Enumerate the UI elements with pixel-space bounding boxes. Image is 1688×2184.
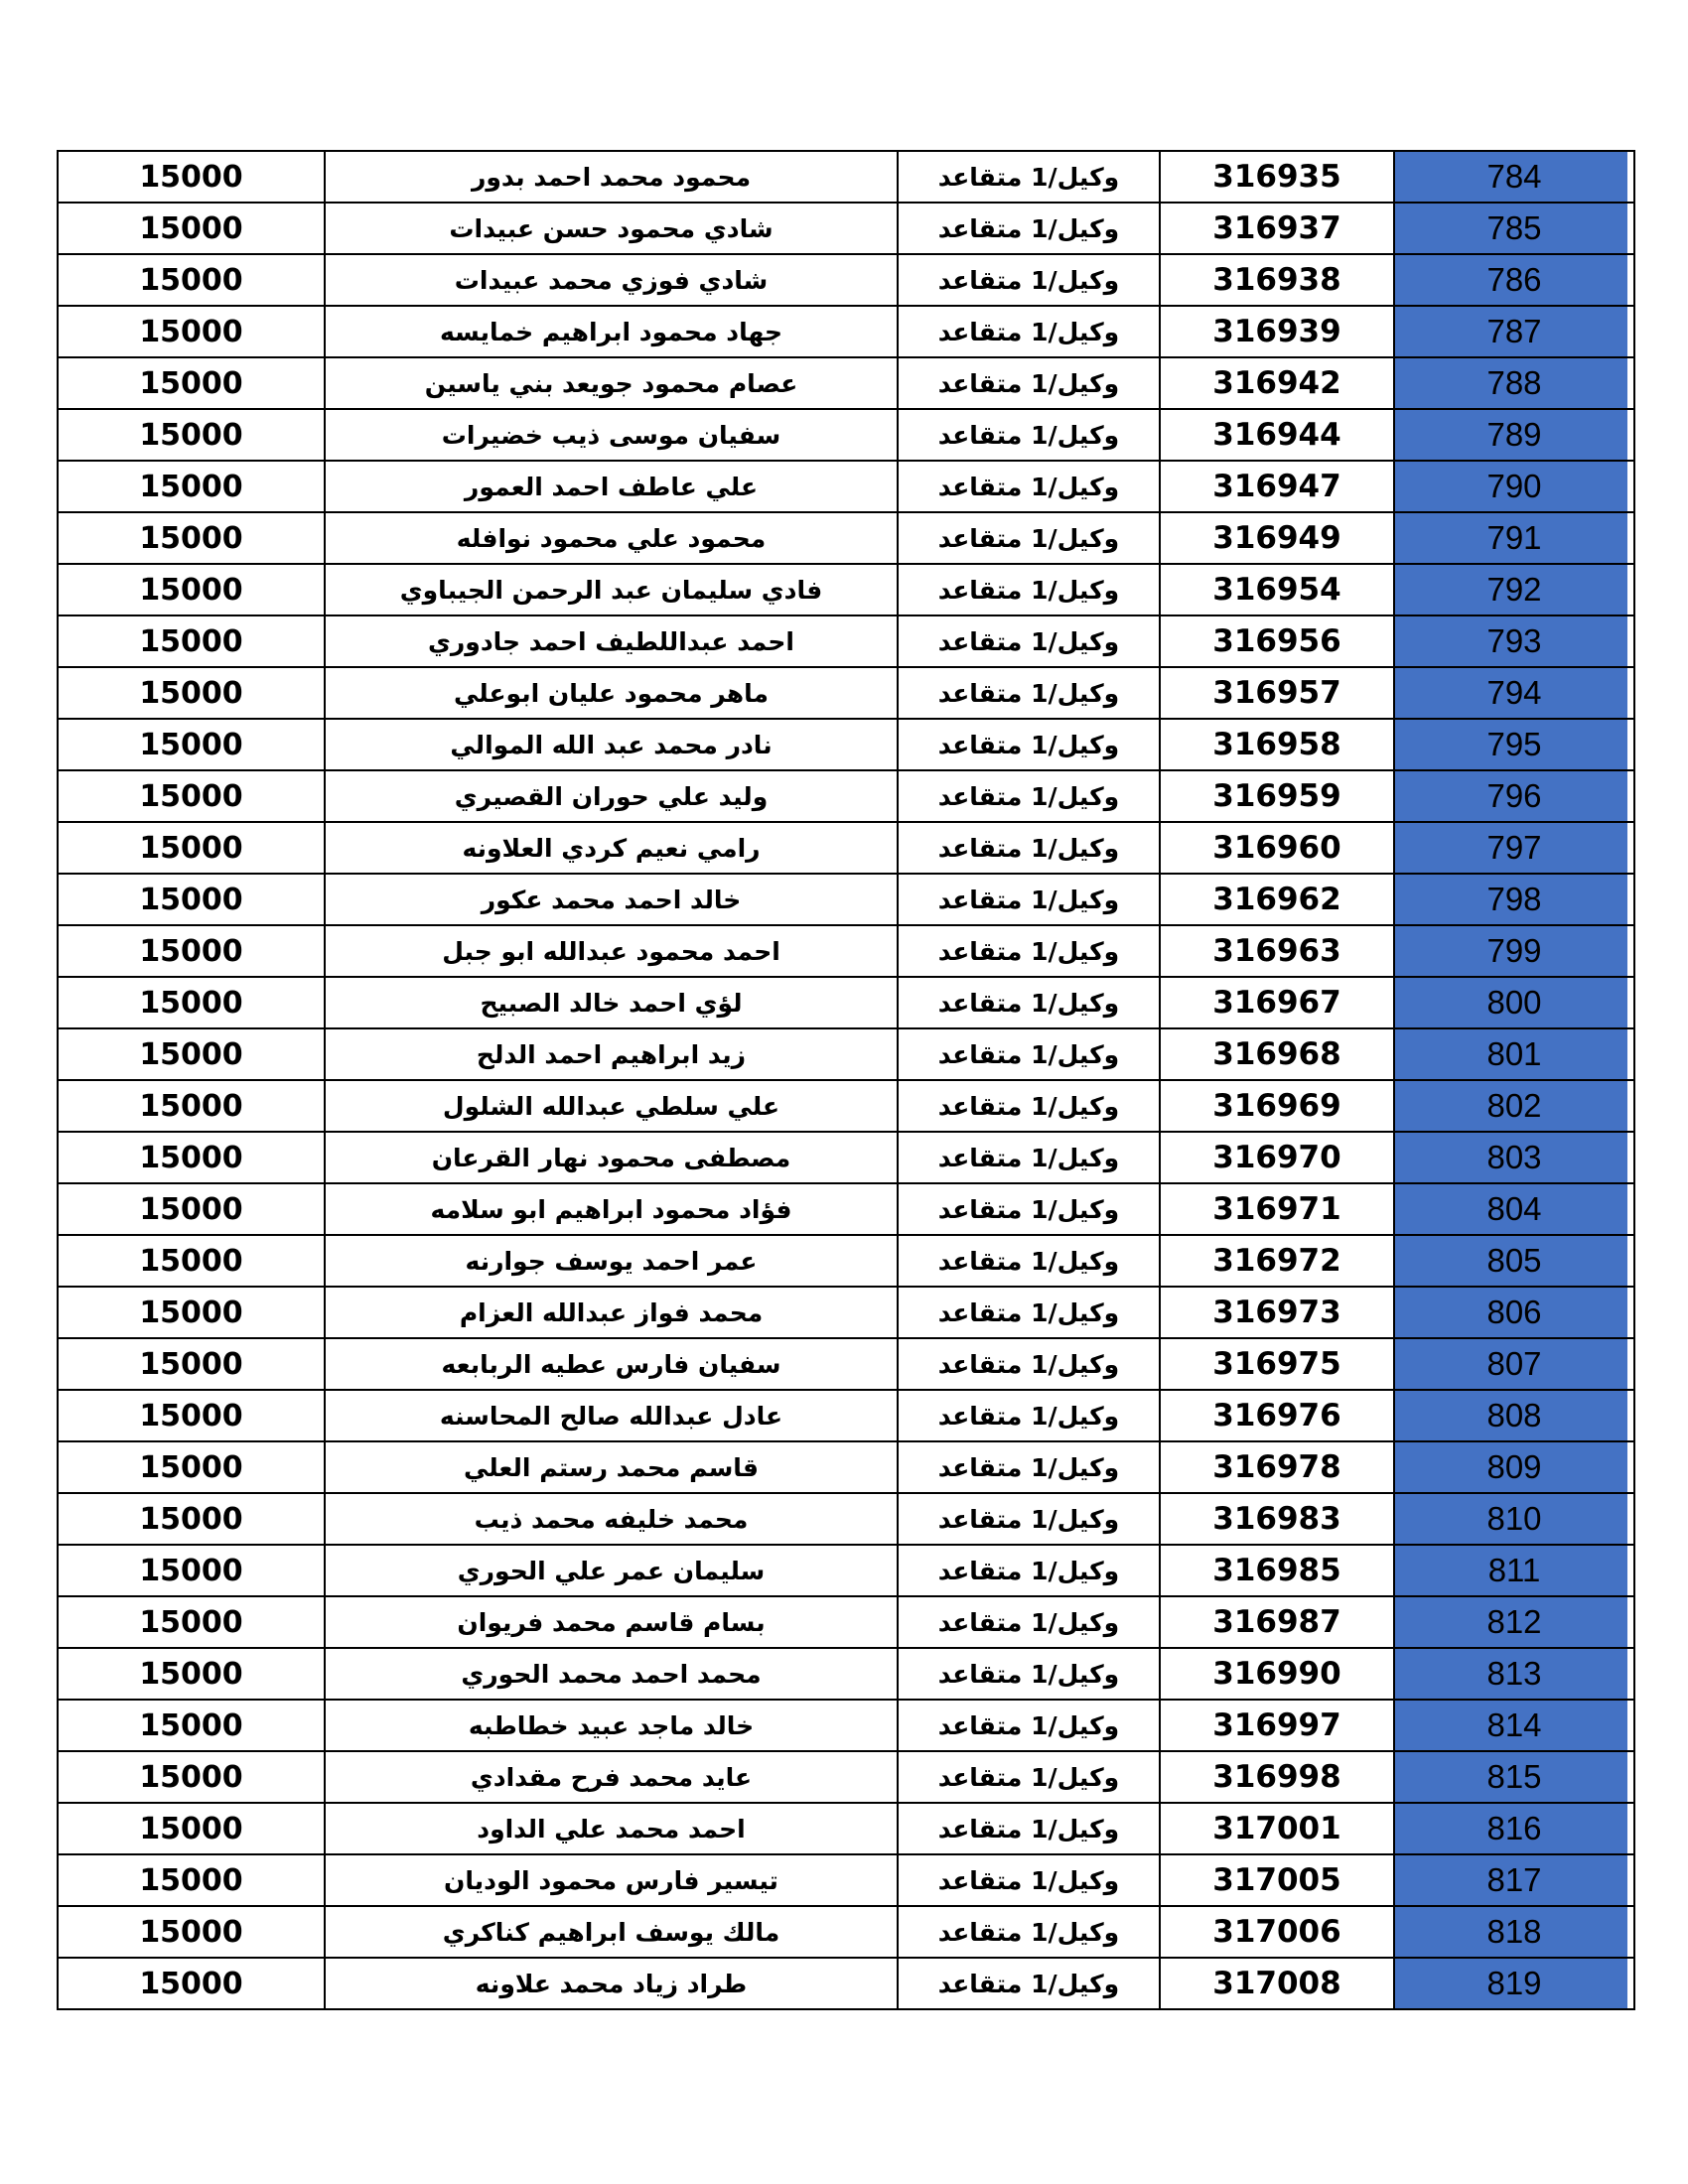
sequence-number-cell: 804 <box>1394 1183 1634 1235</box>
name-cell: محمد خليفه محمد ذيب <box>325 1493 898 1545</box>
id-number-cell: 316978 <box>1160 1441 1394 1493</box>
sequence-number-cell: 815 <box>1394 1751 1634 1803</box>
amount-cell: 15000 <box>58 151 325 203</box>
id-number-cell: 316998 <box>1160 1751 1394 1803</box>
table-row <box>58 1390 1634 1441</box>
name-cell: علي عاطف احمد العمور <box>325 461 898 512</box>
rank-status-cell: وكيل/1 متقاعد <box>898 254 1160 306</box>
amount-cell: 15000 <box>58 461 325 512</box>
table-row <box>58 1700 1634 1751</box>
amount-cell: 15000 <box>58 1958 325 2009</box>
rank-status-cell: وكيل/1 متقاعد <box>898 461 1160 512</box>
name-cell: خالد ماجد عبيد خطاطبه <box>325 1700 898 1751</box>
amount-cell: 15000 <box>58 1545 325 1596</box>
sequence-number-cell: 803 <box>1394 1132 1634 1183</box>
sequence-number-cell: 814 <box>1394 1700 1634 1751</box>
table-row <box>58 615 1634 667</box>
table-row <box>58 203 1634 254</box>
sequence-number-cell: 818 <box>1394 1906 1634 1958</box>
amount-cell: 15000 <box>58 1390 325 1441</box>
retirees-table <box>57 150 1635 2010</box>
name-cell: احمد محمود عبدالله ابو جبل <box>325 925 898 977</box>
rank-status-cell: وكيل/1 متقاعد <box>898 719 1160 770</box>
table-row <box>58 151 1634 203</box>
name-cell: احمد محمد علي الداود <box>325 1803 898 1854</box>
sequence-number-cell: 785 <box>1394 203 1634 254</box>
id-number-cell: 316959 <box>1160 770 1394 822</box>
sequence-number-cell: 797 <box>1394 822 1634 874</box>
table-row <box>58 1596 1634 1648</box>
amount-cell: 15000 <box>58 925 325 977</box>
table-row <box>58 667 1634 719</box>
name-cell: طراد زياد محمد علاونه <box>325 1958 898 2009</box>
sequence-number-cell: 808 <box>1394 1390 1634 1441</box>
amount-cell: 15000 <box>58 1596 325 1648</box>
table-row <box>58 1132 1634 1183</box>
rank-status-cell: وكيل/1 متقاعد <box>898 203 1160 254</box>
sequence-number-cell: 799 <box>1394 925 1634 977</box>
sequence-number-cell: 789 <box>1394 409 1634 461</box>
amount-cell: 15000 <box>58 1028 325 1080</box>
rank-status-cell: وكيل/1 متقاعد <box>898 1028 1160 1080</box>
rank-status-cell: وكيل/1 متقاعد <box>898 1854 1160 1906</box>
sequence-number-cell: 790 <box>1394 461 1634 512</box>
table-row <box>58 1441 1634 1493</box>
name-cell: رامي نعيم كردي العلاونه <box>325 822 898 874</box>
id-number-cell: 316972 <box>1160 1235 1394 1287</box>
table-body <box>58 151 1634 2009</box>
id-number-cell: 316942 <box>1160 357 1394 409</box>
amount-cell: 15000 <box>58 1751 325 1803</box>
name-cell: محمد احمد محمد الحوري <box>325 1648 898 1700</box>
table-row <box>58 1287 1634 1338</box>
name-cell: لؤي احمد خالد الصبيح <box>325 977 898 1028</box>
id-number-cell: 316939 <box>1160 306 1394 357</box>
id-number-cell: 317001 <box>1160 1803 1394 1854</box>
sequence-number-cell: 817 <box>1394 1854 1634 1906</box>
name-cell: عادل عبدالله صالح المحاسنه <box>325 1390 898 1441</box>
amount-cell: 15000 <box>58 1183 325 1235</box>
name-cell: محمود علي محمود نوافله <box>325 512 898 564</box>
table-row <box>58 254 1634 306</box>
rank-status-cell: وكيل/1 متقاعد <box>898 1132 1160 1183</box>
name-cell: محمد فواز عبدالله العزام <box>325 1287 898 1338</box>
id-number-cell: 316957 <box>1160 667 1394 719</box>
name-cell: مالك يوسف ابراهيم كناكري <box>325 1906 898 1958</box>
name-cell: علي سلطي عبدالله الشلول <box>325 1080 898 1132</box>
name-cell: محمود محمد احمد بدور <box>325 151 898 203</box>
name-cell: سليمان عمر علي الحوري <box>325 1545 898 1596</box>
amount-cell: 15000 <box>58 874 325 925</box>
id-number-cell: 317008 <box>1160 1958 1394 2009</box>
amount-cell: 15000 <box>58 357 325 409</box>
rank-status-cell: وكيل/1 متقاعد <box>898 1287 1160 1338</box>
sequence-number-cell: 788 <box>1394 357 1634 409</box>
amount-cell: 15000 <box>58 770 325 822</box>
name-cell: احمد عبداللطيف احمد جادوري <box>325 615 898 667</box>
name-cell: نادر محمد عبد الله الموالي <box>325 719 898 770</box>
id-number-cell: 317006 <box>1160 1906 1394 1958</box>
rank-status-cell: وكيل/1 متقاعد <box>898 1648 1160 1700</box>
id-number-cell: 316949 <box>1160 512 1394 564</box>
rank-status-cell: وكيل/1 متقاعد <box>898 1080 1160 1132</box>
sequence-number-cell: 784 <box>1394 151 1634 203</box>
id-number-cell: 316963 <box>1160 925 1394 977</box>
id-number-cell: 316937 <box>1160 203 1394 254</box>
table-row <box>58 1958 1634 2009</box>
sequence-number-cell: 798 <box>1394 874 1634 925</box>
table-row <box>58 719 1634 770</box>
rank-status-cell: وكيل/1 متقاعد <box>898 1493 1160 1545</box>
name-cell: عايد محمد فرح مقدادي <box>325 1751 898 1803</box>
rank-status-cell: وكيل/1 متقاعد <box>898 1906 1160 1958</box>
amount-cell: 15000 <box>58 1906 325 1958</box>
table-row <box>58 977 1634 1028</box>
name-cell: فادي سليمان عبد الرحمن الجيباوي <box>325 564 898 615</box>
rank-status-cell: وكيل/1 متقاعد <box>898 1751 1160 1803</box>
table-row <box>58 1854 1634 1906</box>
sequence-number-cell: 813 <box>1394 1648 1634 1700</box>
sequence-number-cell: 795 <box>1394 719 1634 770</box>
rank-status-cell: وكيل/1 متقاعد <box>898 1183 1160 1235</box>
table-row <box>58 461 1634 512</box>
name-cell: مصطفى محمود نهار القرعان <box>325 1132 898 1183</box>
name-cell: عصام محمود جويعد بني ياسين <box>325 357 898 409</box>
name-cell: زيد ابراهيم احمد الدلح <box>325 1028 898 1080</box>
amount-cell: 15000 <box>58 1132 325 1183</box>
table-row <box>58 1080 1634 1132</box>
sequence-number-cell: 809 <box>1394 1441 1634 1493</box>
id-number-cell: 316997 <box>1160 1700 1394 1751</box>
amount-cell: 15000 <box>58 254 325 306</box>
rank-status-cell: وكيل/1 متقاعد <box>898 874 1160 925</box>
rank-status-cell: وكيل/1 متقاعد <box>898 822 1160 874</box>
sequence-number-cell: 787 <box>1394 306 1634 357</box>
table-row <box>58 512 1634 564</box>
amount-cell: 15000 <box>58 1338 325 1390</box>
name-cell: سفيان فارس عطيه الربابعه <box>325 1338 898 1390</box>
amount-cell: 15000 <box>58 1441 325 1493</box>
amount-cell: 15000 <box>58 409 325 461</box>
table-row <box>58 925 1634 977</box>
rank-status-cell: وكيل/1 متقاعد <box>898 1596 1160 1648</box>
name-cell: ماهر محمود عليان ابوعلي <box>325 667 898 719</box>
sequence-number-cell: 806 <box>1394 1287 1634 1338</box>
amount-cell: 15000 <box>58 1080 325 1132</box>
rank-status-cell: وكيل/1 متقاعد <box>898 667 1160 719</box>
id-number-cell: 316968 <box>1160 1028 1394 1080</box>
name-cell: بسام قاسم محمد فريوان <box>325 1596 898 1648</box>
id-number-cell: 316970 <box>1160 1132 1394 1183</box>
sequence-number-cell: 811 <box>1394 1545 1634 1596</box>
table-row <box>58 1235 1634 1287</box>
rank-status-cell: وكيل/1 متقاعد <box>898 977 1160 1028</box>
sequence-number-cell: 812 <box>1394 1596 1634 1648</box>
amount-cell: 15000 <box>58 719 325 770</box>
table-row <box>58 1751 1634 1803</box>
sequence-number-cell: 807 <box>1394 1338 1634 1390</box>
amount-cell: 15000 <box>58 615 325 667</box>
rank-status-cell: وكيل/1 متقاعد <box>898 1958 1160 2009</box>
name-cell: سفيان موسى ذيب خضيرات <box>325 409 898 461</box>
id-number-cell: 316947 <box>1160 461 1394 512</box>
amount-cell: 15000 <box>58 667 325 719</box>
amount-cell: 15000 <box>58 977 325 1028</box>
amount-cell: 15000 <box>58 1648 325 1700</box>
rank-status-cell: وكيل/1 متقاعد <box>898 1390 1160 1441</box>
id-number-cell: 316954 <box>1160 564 1394 615</box>
id-number-cell: 316960 <box>1160 822 1394 874</box>
id-number-cell: 316975 <box>1160 1338 1394 1390</box>
name-cell: وليد علي حوران القصيري <box>325 770 898 822</box>
name-cell: خالد احمد محمد عكور <box>325 874 898 925</box>
sequence-number-cell: 791 <box>1394 512 1634 564</box>
id-number-cell: 316935 <box>1160 151 1394 203</box>
name-cell: فؤاد محمود ابراهيم ابو سلامه <box>325 1183 898 1235</box>
id-number-cell: 317005 <box>1160 1854 1394 1906</box>
table-row <box>58 1906 1634 1958</box>
id-number-cell: 316990 <box>1160 1648 1394 1700</box>
rank-status-cell: وكيل/1 متقاعد <box>898 770 1160 822</box>
rank-status-cell: وكيل/1 متقاعد <box>898 925 1160 977</box>
table-row <box>58 409 1634 461</box>
name-cell: قاسم محمد رستم العلي <box>325 1441 898 1493</box>
id-number-cell: 316962 <box>1160 874 1394 925</box>
id-number-cell: 316983 <box>1160 1493 1394 1545</box>
amount-cell: 15000 <box>58 1493 325 1545</box>
name-cell: تيسير فارس محمود الوديان <box>325 1854 898 1906</box>
amount-cell: 15000 <box>58 1700 325 1751</box>
id-number-cell: 316971 <box>1160 1183 1394 1235</box>
rank-status-cell: وكيل/1 متقاعد <box>898 1700 1160 1751</box>
sequence-number-cell: 810 <box>1394 1493 1634 1545</box>
table-row <box>58 1648 1634 1700</box>
id-number-cell: 316967 <box>1160 977 1394 1028</box>
sequence-number-cell: 801 <box>1394 1028 1634 1080</box>
id-number-cell: 316976 <box>1160 1390 1394 1441</box>
id-number-cell: 316973 <box>1160 1287 1394 1338</box>
rank-status-cell: وكيل/1 متقاعد <box>898 1803 1160 1854</box>
id-number-cell: 316985 <box>1160 1545 1394 1596</box>
id-number-cell: 316987 <box>1160 1596 1394 1648</box>
sequence-number-cell: 796 <box>1394 770 1634 822</box>
table-row <box>58 564 1634 615</box>
rank-status-cell: وكيل/1 متقاعد <box>898 1441 1160 1493</box>
table-row <box>58 1545 1634 1596</box>
table-row <box>58 1183 1634 1235</box>
id-number-cell: 316944 <box>1160 409 1394 461</box>
table-row <box>58 1338 1634 1390</box>
name-cell: شادي محمود حسن عبيدات <box>325 203 898 254</box>
table-row <box>58 1493 1634 1545</box>
table-row <box>58 1028 1634 1080</box>
name-cell: شادي فوزي محمد عبيدات <box>325 254 898 306</box>
name-cell: عمر احمد يوسف جوارنه <box>325 1235 898 1287</box>
sequence-number-cell: 786 <box>1394 254 1634 306</box>
amount-cell: 15000 <box>58 1854 325 1906</box>
amount-cell: 15000 <box>58 203 325 254</box>
table-row <box>58 822 1634 874</box>
name-cell: جهاد محمود ابراهيم خمايسه <box>325 306 898 357</box>
rank-status-cell: وكيل/1 متقاعد <box>898 409 1160 461</box>
sequence-number-cell: 794 <box>1394 667 1634 719</box>
rank-status-cell: وكيل/1 متقاعد <box>898 357 1160 409</box>
rank-status-cell: وكيل/1 متقاعد <box>898 512 1160 564</box>
table-row <box>58 1803 1634 1854</box>
table-row <box>58 306 1634 357</box>
table-row <box>58 357 1634 409</box>
id-number-cell: 316969 <box>1160 1080 1394 1132</box>
id-number-cell: 316956 <box>1160 615 1394 667</box>
sequence-number-cell: 819 <box>1394 1958 1634 2009</box>
sequence-number-cell: 793 <box>1394 615 1634 667</box>
amount-cell: 15000 <box>58 306 325 357</box>
sequence-number-cell: 800 <box>1394 977 1634 1028</box>
id-number-cell: 316958 <box>1160 719 1394 770</box>
rank-status-cell: وكيل/1 متقاعد <box>898 1545 1160 1596</box>
rank-status-cell: وكيل/1 متقاعد <box>898 306 1160 357</box>
rank-status-cell: وكيل/1 متقاعد <box>898 151 1160 203</box>
amount-cell: 15000 <box>58 822 325 874</box>
amount-cell: 15000 <box>58 1803 325 1854</box>
sequence-number-cell: 792 <box>1394 564 1634 615</box>
rank-status-cell: وكيل/1 متقاعد <box>898 1338 1160 1390</box>
amount-cell: 15000 <box>58 564 325 615</box>
id-number-cell: 316938 <box>1160 254 1394 306</box>
table-row <box>58 770 1634 822</box>
table-row <box>58 874 1634 925</box>
amount-cell: 15000 <box>58 1287 325 1338</box>
amount-cell: 15000 <box>58 1235 325 1287</box>
rank-status-cell: وكيل/1 متقاعد <box>898 1235 1160 1287</box>
sequence-number-cell: 816 <box>1394 1803 1634 1854</box>
rank-status-cell: وكيل/1 متقاعد <box>898 615 1160 667</box>
sequence-number-cell: 802 <box>1394 1080 1634 1132</box>
sequence-number-cell: 805 <box>1394 1235 1634 1287</box>
amount-cell: 15000 <box>58 512 325 564</box>
rank-status-cell: وكيل/1 متقاعد <box>898 564 1160 615</box>
